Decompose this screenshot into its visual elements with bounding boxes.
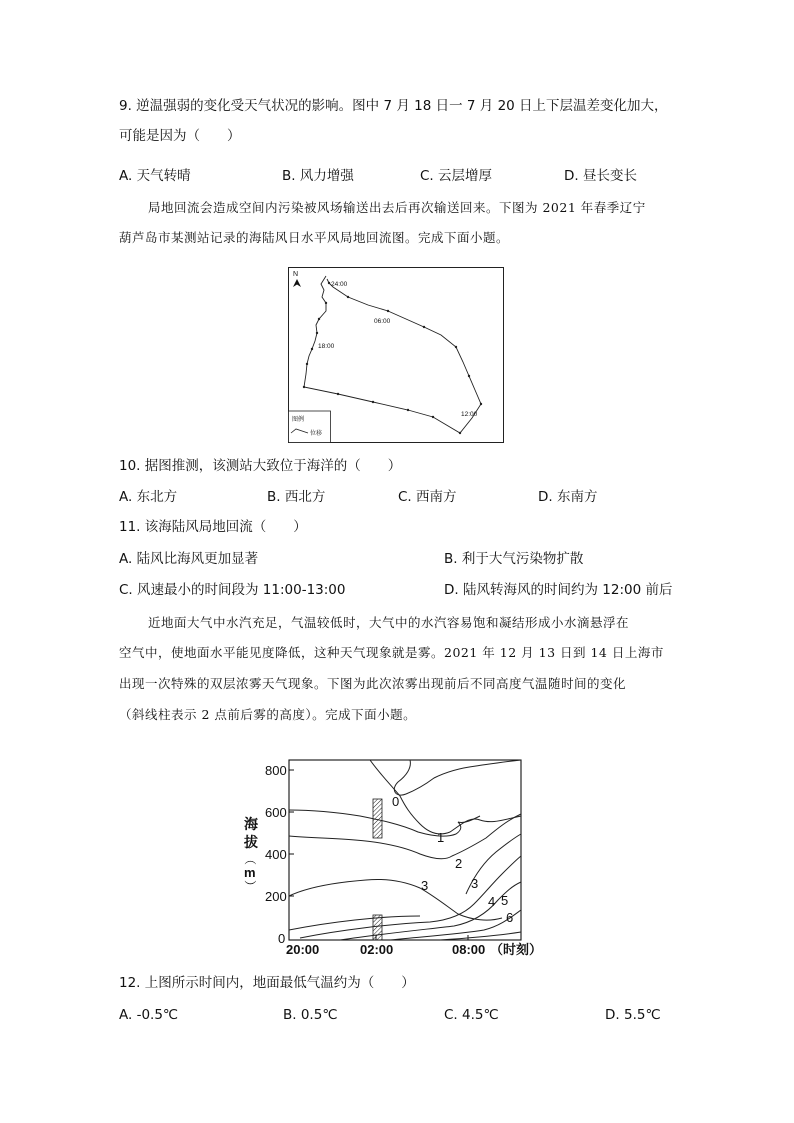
intro2-line1: 近地面大气中水汽充足，气温较低时，大气中的水汽容易饱和凝结形成小水滴悬浮在 [148, 615, 630, 630]
y-tick-400: 400 [265, 847, 287, 862]
y-tick-0: 0 [278, 931, 286, 946]
recirculation-figure [288, 267, 504, 443]
isotherm-label-5: 5 [501, 893, 509, 908]
intro2-line3: 出现一次特殊的双层浓雾天气现象。下图为此次浓雾出现前后不同高度气温随时间的变化 [119, 676, 627, 691]
q12-option-a[interactable]: A. -0.5℃ [119, 1007, 179, 1023]
intro2-line4: （斜线柱表示 2 点前后雾的高度）。完成下面小题。 [119, 707, 417, 722]
intro1-line2: 葫芦岛市某测站记录的海陆风日水平风局地回流图。完成下面小题。 [119, 230, 510, 245]
lower-fog-column [373, 915, 382, 940]
q11-stem: 11. 该海陆风局地回流（ ） [119, 519, 307, 535]
y-axis-char-1: 海 [244, 816, 258, 832]
q9-option-a[interactable]: A. 天气转晴 [119, 168, 191, 184]
isotherm-label-3a: 3 [421, 878, 429, 893]
fog-isotherm-figure [240, 754, 550, 964]
q11-option-d[interactable]: D. 陆风转海风的时间约为 12:00 前后 [444, 582, 673, 598]
q9-option-d[interactable]: D. 昼长变长 [564, 168, 637, 184]
q11-option-c[interactable]: C. 风速最小的时间段为 11:00-13:00 [119, 582, 346, 598]
y-axis-char-5: ） [243, 880, 257, 893]
time-label-2400: 24:00 [331, 281, 348, 288]
time-label-1800: 18:00 [318, 343, 335, 350]
x-axis-title: （时刻） [490, 942, 543, 957]
q11-option-b[interactable]: B. 利于大气污染物扩散 [444, 551, 584, 567]
isotherm-label-4: 4 [488, 894, 496, 909]
x-tick-0200: 02:00 [360, 942, 394, 957]
q12-stem: 12. 上图所示时间内，地面最低气温约为（ ） [119, 975, 415, 991]
isotherm-label-0: 0 [392, 794, 400, 809]
q9-stem-line2: 可能是因为（ ） [119, 128, 241, 144]
isotherm-label-1: 1 [437, 830, 445, 845]
q10-option-b[interactable]: B. 西北方 [267, 489, 326, 505]
plot-frame [289, 760, 521, 940]
x-tick-0800: 08:00 [452, 942, 486, 957]
q9-option-b[interactable]: B. 风力增强 [282, 168, 354, 184]
isotherm-label-2: 2 [455, 856, 463, 871]
intro1-line1: 局地回流会造成空间内污染被风场输送出去后再次输送回来。下图为 2021 年春季辽宁 [148, 200, 646, 215]
upper-fog-column [373, 799, 382, 838]
q12-option-d[interactable]: D. 5.5℃ [605, 1007, 661, 1023]
north-label: N [293, 271, 299, 278]
y-axis-char-3: （ [243, 853, 257, 866]
x-tick-2000: 20:00 [286, 942, 320, 957]
isotherm-label-3b: 3 [471, 876, 479, 891]
legend-title: 图例 [292, 417, 305, 423]
q10-option-a[interactable]: A. 东北方 [119, 489, 178, 505]
y-tick-200: 200 [265, 889, 287, 904]
y-tick-600: 600 [265, 805, 287, 820]
q10-stem: 10. 据图推测，该测站大致位于海洋的（ ） [119, 458, 402, 474]
q10-option-c[interactable]: C. 西南方 [398, 489, 457, 505]
q12-option-c[interactable]: C. 4.5℃ [444, 1007, 499, 1023]
time-label-1200: 12:00 [461, 411, 478, 418]
legend-box [289, 411, 331, 443]
y-tick-800: 800 [265, 763, 287, 778]
q9-stem-line1: 9. 逆温强弱的变化受天气状况的影响。图中 7 月 18 日一 7 月 20 日上下层温差变化加大， [119, 98, 668, 114]
time-label-0600: 06:00 [374, 318, 391, 325]
y-axis-char-4: m [244, 865, 256, 880]
q11-option-a[interactable]: A. 陆风比海风更加显著 [119, 551, 259, 567]
q9-option-c[interactable]: C. 云层增厚 [420, 168, 493, 184]
y-axis-char-2: 拔 [244, 834, 258, 850]
q10-option-d[interactable]: D. 东南方 [538, 489, 598, 505]
intro2-line2: 空气中，使地面水平能见度降低，这种天气现象就是雾。2021 年 12 月 13 日到 14 日上海市 [119, 645, 664, 660]
isotherm-label-6: 6 [506, 910, 514, 925]
legend-item-label: 位移 [310, 431, 323, 437]
q12-option-b[interactable]: B. 0.5℃ [283, 1007, 338, 1023]
